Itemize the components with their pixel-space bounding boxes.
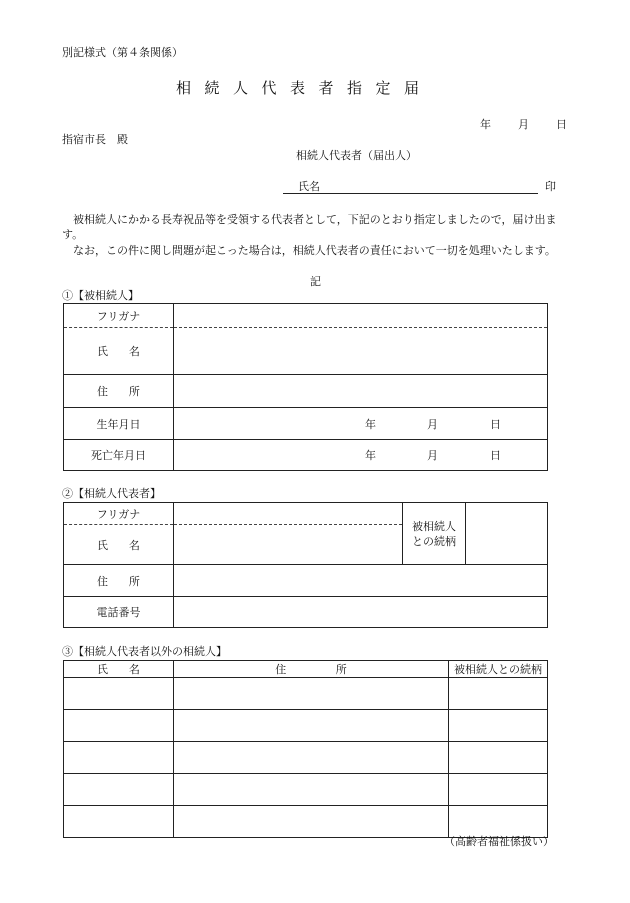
heir-address-cell[interactable] xyxy=(174,710,449,742)
heir-address-cell[interactable] xyxy=(174,742,449,774)
heir-name-cell[interactable] xyxy=(64,774,174,806)
heir-address-cell[interactable] xyxy=(174,678,449,710)
heir-relation-cell[interactable] xyxy=(449,774,548,806)
heir-relation-cell[interactable] xyxy=(449,806,548,838)
birth-day-label: 日 xyxy=(490,417,501,431)
form-reference: 別記様式（第４条関係） xyxy=(62,46,183,59)
rep-phone-field[interactable] xyxy=(174,597,548,628)
birth-month-label: 月 xyxy=(427,417,438,431)
rep-name-field[interactable] xyxy=(174,525,403,565)
deceased-address-field[interactable] xyxy=(174,375,548,408)
rep-name-label: 氏名 xyxy=(64,525,174,565)
department-note: （高齢者福祉係扱い） xyxy=(444,835,554,848)
table-row xyxy=(64,678,548,710)
heir-relation-cell[interactable] xyxy=(449,710,548,742)
rep-furigana-field[interactable] xyxy=(174,503,403,525)
applicant-name-label: 氏名 xyxy=(298,180,320,193)
date-year-label: 年 xyxy=(480,118,491,131)
deceased-table xyxy=(63,303,548,471)
table-row xyxy=(64,742,548,774)
responsibility-paragraph: なお，この件に関し問題が起こった場合は，相続人代表者の責任において一切を処理いたします。 xyxy=(73,244,556,257)
birth-year-label: 年 xyxy=(365,417,376,431)
heirs-col-relation: 被相続人との続柄 xyxy=(449,661,548,678)
heir-name-cell[interactable] xyxy=(64,742,174,774)
section1-title: ①【被相続人】 xyxy=(62,289,139,302)
representative-table xyxy=(63,502,548,628)
deceased-furigana-field[interactable] xyxy=(174,304,548,328)
declaration-paragraph: 被相続人にかかる長寿祝品等を受領する代表者として，下記のとおり指定しましたので，届け出ます。 xyxy=(62,213,557,241)
rep-phone-label: 電話番号 xyxy=(64,597,174,628)
date-day-label: 日 xyxy=(556,118,567,131)
rep-address-label: 住所 xyxy=(64,565,174,597)
applicant-role: 相続人代表者（届出人） xyxy=(296,149,417,162)
table-row xyxy=(64,806,548,838)
date-month-label: 月 xyxy=(518,118,529,131)
heir-name-cell[interactable] xyxy=(64,678,174,710)
heir-address-cell[interactable] xyxy=(174,774,449,806)
heir-address-cell[interactable] xyxy=(174,806,449,838)
ki-mark: 記 xyxy=(310,275,321,288)
death-month-label: 月 xyxy=(427,449,438,462)
deceased-birth-field[interactable] xyxy=(174,408,548,440)
death-year-label: 年 xyxy=(365,449,376,462)
page-title: 相続人代表者指定届 xyxy=(176,79,433,97)
seal-mark: 印 xyxy=(545,180,556,193)
heirs-col-name: 氏名 xyxy=(64,661,174,678)
section3-title: ③【相続人代表者以外の相続人】 xyxy=(62,645,227,658)
deceased-name-field[interactable] xyxy=(174,328,548,375)
deceased-death-label: 死亡年月日 xyxy=(64,440,174,471)
rep-furigana-label: フリガナ xyxy=(64,503,174,525)
heir-name-cell[interactable] xyxy=(64,710,174,742)
rep-relation-label: 被相続人 との続柄 xyxy=(403,503,466,565)
rep-relation-field[interactable] xyxy=(466,503,548,565)
deceased-address-label: 住所 xyxy=(64,375,174,408)
applicant-name-line[interactable] xyxy=(283,193,538,194)
heir-relation-cell[interactable] xyxy=(449,678,548,710)
other-heirs-table xyxy=(63,660,548,838)
heirs-col-address: 住所 xyxy=(174,661,449,678)
heir-relation-cell[interactable] xyxy=(449,742,548,774)
deceased-death-field[interactable] xyxy=(174,440,548,471)
table-row xyxy=(64,774,548,806)
rep-address-field[interactable] xyxy=(174,565,548,597)
addressee: 指宿市長 殿 xyxy=(62,133,128,146)
table-row xyxy=(64,710,548,742)
deceased-furigana-label: フリガナ xyxy=(64,304,174,328)
deceased-birth-label: 生年月日 xyxy=(64,408,174,440)
deceased-name-label: 氏名 xyxy=(64,328,174,375)
heir-name-cell[interactable] xyxy=(64,806,174,838)
death-day-label: 日 xyxy=(490,449,501,462)
section2-title: ②【相続人代表者】 xyxy=(62,487,161,500)
